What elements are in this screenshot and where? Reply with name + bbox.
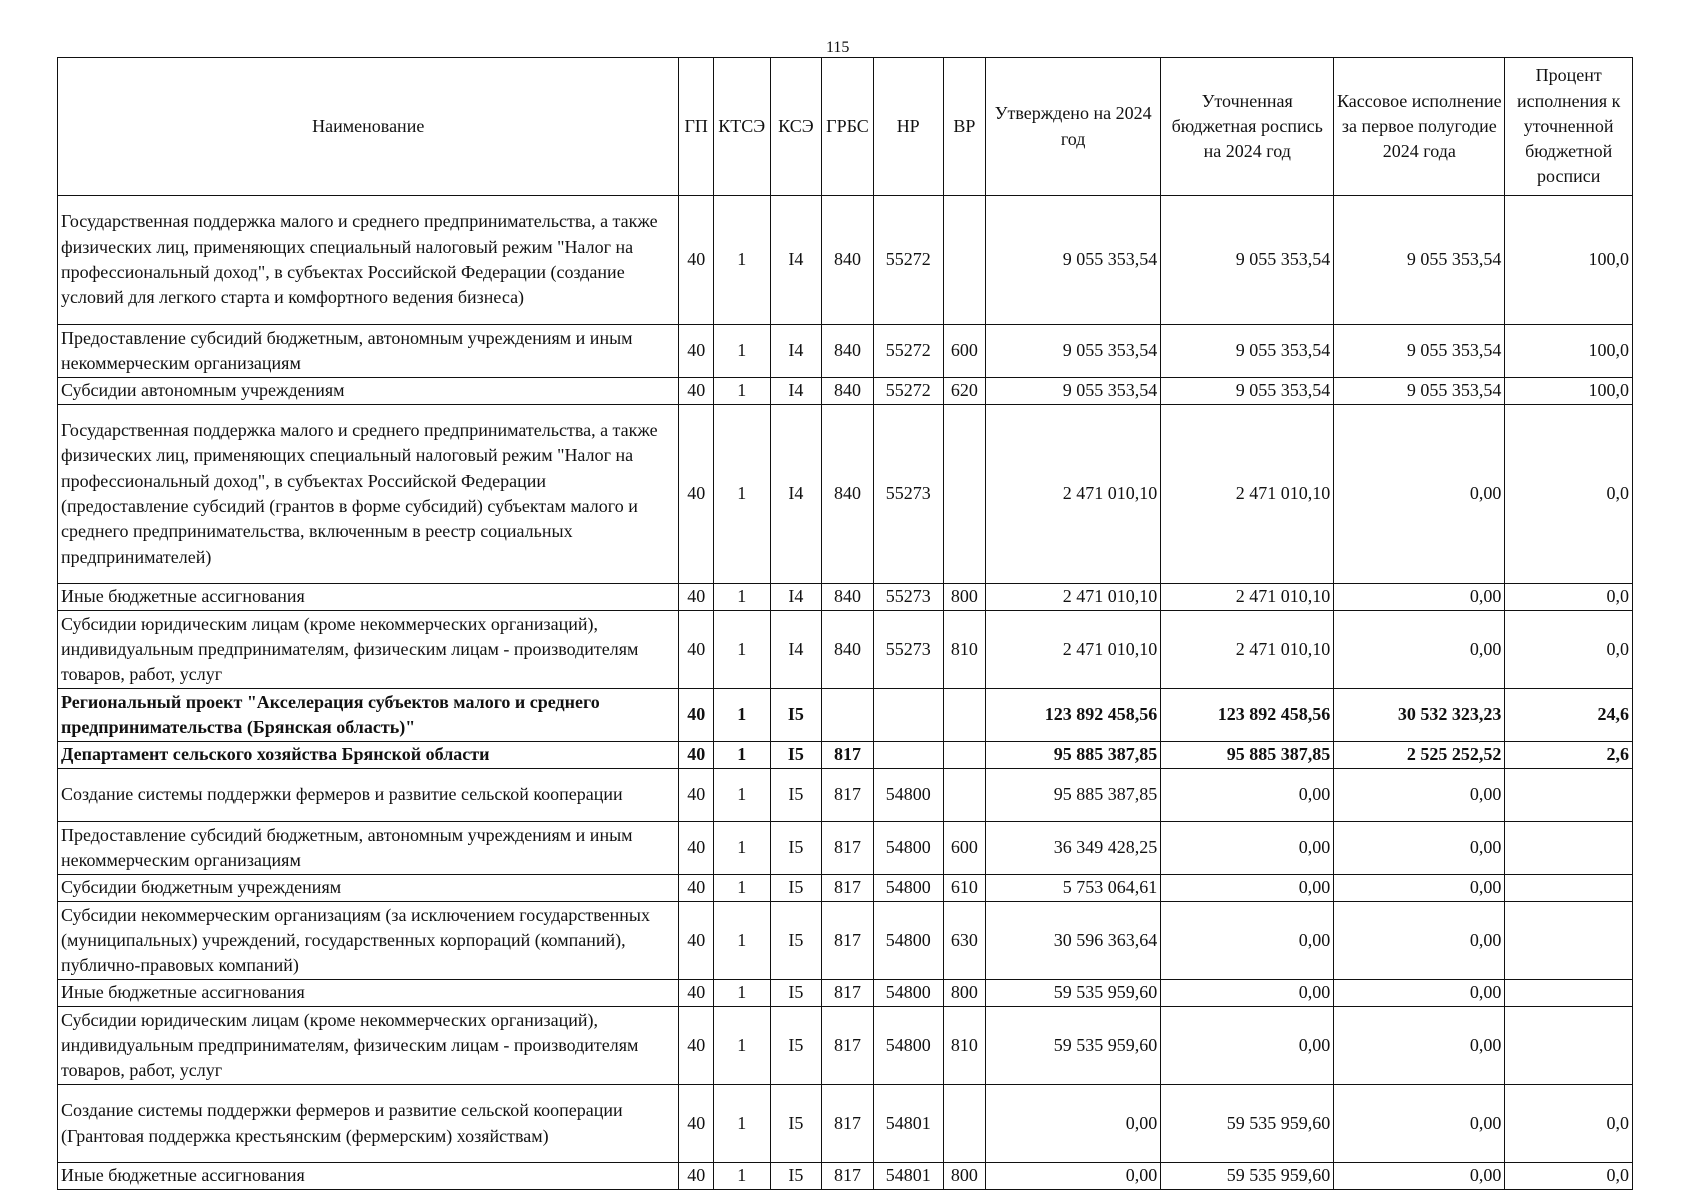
cell-approved: 2 471 010,10 [986,611,1161,689]
cell-vr [943,742,986,769]
header-ktse: КТСЭ [713,58,770,196]
cell-gp: 40 [679,822,713,875]
table-row [58,325,1633,378]
cell-cash: 0,00 [1334,875,1505,902]
cell-approved: 123 892 458,56 [986,689,1161,742]
cell-refined: 2 471 010,10 [1161,611,1334,689]
cell-refined: 59 535 959,60 [1161,1163,1334,1190]
cell-gp: 40 [679,584,713,611]
cell-refined: 0,00 [1161,875,1334,902]
cell-vr [943,689,986,742]
cell-grbs: 817 [822,822,874,875]
table-row [58,1163,1633,1190]
table-body [58,196,1633,1190]
table-row [58,980,1633,1007]
cell-grbs: 817 [822,980,874,1007]
cell-kse: I4 [770,196,822,325]
cell-gp: 40 [679,196,713,325]
cell-percent [1505,1007,1633,1085]
cell-refined: 9 055 353,54 [1161,325,1334,378]
cell-percent [1505,875,1633,902]
cell-approved: 0,00 [986,1163,1161,1190]
cell-vr [943,405,986,584]
cell-percent: 100,0 [1505,325,1633,378]
table-row [58,689,1633,742]
cell-grbs: 840 [822,378,874,405]
cell-gp: 40 [679,378,713,405]
cell-ktse: 1 [713,1007,770,1085]
header-name: Наименование [58,58,679,196]
header-kse: КСЭ [770,58,822,196]
cell-percent [1505,902,1633,980]
cell-percent: 0,0 [1505,1163,1633,1190]
cell-kse: I4 [770,611,822,689]
cell-refined: 123 892 458,56 [1161,689,1334,742]
header-gp: ГП [679,58,713,196]
cell-ktse: 1 [713,769,770,822]
cell-gp: 40 [679,1085,713,1163]
cell-grbs: 817 [822,875,874,902]
cell-gp: 40 [679,769,713,822]
header-cash: Кассовое исполнение за первое полугодие 2024 года [1334,58,1505,196]
cell-refined: 0,00 [1161,980,1334,1007]
cell-kse: I4 [770,405,822,584]
cell-refined: 2 471 010,10 [1161,584,1334,611]
cell-name: Субсидии некоммерческим организациям (за исключением государственных (муниципальных) учреждений, государственных корпораций (компаний), публично-правовых компаний) [58,902,679,980]
table-row [58,405,1633,584]
cell-vr: 800 [943,1163,986,1190]
cell-refined: 0,00 [1161,769,1334,822]
table-row [58,584,1633,611]
cell-nr: 54800 [873,980,943,1007]
table-row [58,196,1633,325]
cell-ktse: 1 [713,584,770,611]
cell-approved: 2 471 010,10 [986,405,1161,584]
cell-cash: 0,00 [1334,902,1505,980]
cell-percent: 0,0 [1505,584,1633,611]
cell-grbs: 840 [822,405,874,584]
table-row [58,902,1633,980]
cell-nr [873,742,943,769]
cell-name: Государственная поддержка малого и среднего предпринимательства, а также физических лиц, применяющих специальный налоговый режим "Налог на профессиональный доход", в субъектах Российской Федерации (предоставление субсидий (грантов в форме субсидий) субъектам малого и среднего предпринимательства, включенным в реестр социальных предпринимателей) [58,405,679,584]
cell-approved: 30 596 363,64 [986,902,1161,980]
table-row [58,1085,1633,1163]
cell-cash: 0,00 [1334,1007,1505,1085]
table-row [58,875,1633,902]
header-refined: Уточненная бюджетная роспись на 2024 год [1161,58,1334,196]
table-row [58,742,1633,769]
cell-grbs: 840 [822,584,874,611]
cell-nr: 54800 [873,875,943,902]
cell-vr: 810 [943,611,986,689]
table-header-row [58,58,1633,196]
table-row [58,769,1633,822]
cell-cash: 0,00 [1334,584,1505,611]
cell-nr: 55273 [873,405,943,584]
cell-gp: 40 [679,980,713,1007]
cell-refined: 0,00 [1161,822,1334,875]
cell-nr: 54800 [873,822,943,875]
table-row [58,378,1633,405]
cell-vr [943,1085,986,1163]
header-nr: НР [873,58,943,196]
cell-name: Создание системы поддержки фермеров и развитие сельской кооперации (Грантовая поддержка крестьянским (фермерским) хозяйствам) [58,1085,679,1163]
cell-name: Иные бюджетные ассигнования [58,980,679,1007]
cell-vr: 630 [943,902,986,980]
cell-approved: 95 885 387,85 [986,769,1161,822]
cell-vr [943,769,986,822]
cell-grbs: 817 [822,902,874,980]
cell-kse: I5 [770,1007,822,1085]
table-row [58,1007,1633,1085]
cell-approved: 9 055 353,54 [986,378,1161,405]
cell-kse: I4 [770,325,822,378]
cell-nr: 54801 [873,1163,943,1190]
cell-kse: I5 [770,902,822,980]
cell-name: Региональный проект "Акселерация субъектов малого и среднего предпринимательства (Брянская область)" [58,689,679,742]
cell-grbs [822,689,874,742]
cell-ktse: 1 [713,1163,770,1190]
cell-approved: 2 471 010,10 [986,584,1161,611]
cell-percent: 0,0 [1505,611,1633,689]
cell-kse: I5 [770,769,822,822]
cell-kse: I5 [770,1163,822,1190]
cell-kse: I4 [770,378,822,405]
cell-kse: I5 [770,875,822,902]
cell-nr: 55272 [873,378,943,405]
cell-gp: 40 [679,1007,713,1085]
cell-ktse: 1 [713,875,770,902]
cell-name: Предоставление субсидий бюджетным, автономным учреждениям и иным некоммерческим организациям [58,325,679,378]
cell-cash: 9 055 353,54 [1334,325,1505,378]
header-grbs: ГРБС [822,58,874,196]
cell-nr: 54800 [873,1007,943,1085]
cell-percent: 100,0 [1505,196,1633,325]
cell-vr: 600 [943,822,986,875]
cell-vr: 600 [943,325,986,378]
cell-nr: 54801 [873,1085,943,1163]
cell-cash: 30 532 323,23 [1334,689,1505,742]
cell-gp: 40 [679,1163,713,1190]
cell-nr [873,689,943,742]
cell-vr: 810 [943,1007,986,1085]
cell-kse: I5 [770,1085,822,1163]
cell-grbs: 817 [822,769,874,822]
cell-percent: 24,6 [1505,689,1633,742]
cell-kse: I4 [770,584,822,611]
header-vr: ВР [943,58,986,196]
cell-ktse: 1 [713,902,770,980]
cell-cash: 0,00 [1334,769,1505,822]
cell-cash: 0,00 [1334,1163,1505,1190]
cell-grbs: 817 [822,1007,874,1085]
cell-refined: 2 471 010,10 [1161,405,1334,584]
cell-approved: 59 535 959,60 [986,980,1161,1007]
cell-grbs: 840 [822,325,874,378]
cell-approved: 9 055 353,54 [986,325,1161,378]
cell-grbs: 817 [822,1085,874,1163]
cell-percent: 2,6 [1505,742,1633,769]
cell-ktse: 1 [713,742,770,769]
cell-name: Субсидии бюджетным учреждениям [58,875,679,902]
cell-name: Субсидии автономным учреждениям [58,378,679,405]
cell-kse: I5 [770,822,822,875]
cell-name: Субсидии юридическим лицам (кроме некоммерческих организаций), индивидуальным предпринимателям, физическим лицам - производителям товаров, работ, услуг [58,611,679,689]
cell-ktse: 1 [713,611,770,689]
cell-name: Государственная поддержка малого и среднего предпринимательства, а также физических лиц, применяющих специальный налоговый режим "Налог на профессиональный доход", в субъектах Российской Федерации (создание условий для легкого старта и комфортного ведения бизнеса) [58,196,679,325]
cell-kse: I5 [770,689,822,742]
cell-vr: 800 [943,980,986,1007]
cell-cash: 2 525 252,52 [1334,742,1505,769]
cell-ktse: 1 [713,980,770,1007]
cell-ktse: 1 [713,405,770,584]
cell-nr: 54800 [873,769,943,822]
cell-gp: 40 [679,875,713,902]
cell-gp: 40 [679,902,713,980]
cell-refined: 9 055 353,54 [1161,196,1334,325]
table-row [58,822,1633,875]
cell-nr: 55272 [873,196,943,325]
cell-vr: 610 [943,875,986,902]
cell-cash: 0,00 [1334,1085,1505,1163]
cell-cash: 9 055 353,54 [1334,378,1505,405]
cell-gp: 40 [679,611,713,689]
cell-grbs: 840 [822,196,874,325]
cell-grbs: 840 [822,611,874,689]
cell-vr: 800 [943,584,986,611]
cell-approved: 36 349 428,25 [986,822,1161,875]
cell-name: Создание системы поддержки фермеров и развитие сельской кооперации [58,769,679,822]
header-percent: Процент исполнения к уточненной бюджетной росписи [1505,58,1633,196]
cell-name: Департамент сельского хозяйства Брянской области [58,742,679,769]
cell-cash: 0,00 [1334,980,1505,1007]
budget-table [57,57,1633,1190]
cell-percent [1505,769,1633,822]
cell-grbs: 817 [822,1163,874,1190]
cell-nr: 55273 [873,611,943,689]
cell-cash: 0,00 [1334,822,1505,875]
cell-name: Предоставление субсидий бюджетным, автономным учреждениям и иным некоммерческим организациям [58,822,679,875]
cell-ktse: 1 [713,822,770,875]
cell-vr [943,196,986,325]
cell-percent [1505,980,1633,1007]
cell-refined: 9 055 353,54 [1161,378,1334,405]
cell-name: Иные бюджетные ассигнования [58,584,679,611]
cell-ktse: 1 [713,1085,770,1163]
cell-percent: 100,0 [1505,378,1633,405]
cell-kse: I5 [770,980,822,1007]
cell-refined: 0,00 [1161,902,1334,980]
cell-name: Субсидии юридическим лицам (кроме некоммерческих организаций), индивидуальным предпринимателям, физическим лицам - производителям товаров, работ, услуг [58,1007,679,1085]
cell-gp: 40 [679,742,713,769]
cell-ktse: 1 [713,689,770,742]
cell-ktse: 1 [713,378,770,405]
cell-cash: 9 055 353,54 [1334,196,1505,325]
cell-ktse: 1 [713,325,770,378]
cell-approved: 59 535 959,60 [986,1007,1161,1085]
cell-grbs: 817 [822,742,874,769]
cell-approved: 0,00 [986,1085,1161,1163]
cell-cash: 0,00 [1334,611,1505,689]
cell-gp: 40 [679,689,713,742]
cell-ktse: 1 [713,196,770,325]
cell-gp: 40 [679,405,713,584]
cell-nr: 55273 [873,584,943,611]
cell-approved: 9 055 353,54 [986,196,1161,325]
cell-gp: 40 [679,325,713,378]
header-approved: Утверждено на 2024 год [986,58,1161,196]
cell-nr: 54800 [873,902,943,980]
cell-percent [1505,822,1633,875]
cell-nr: 55272 [873,325,943,378]
cell-refined: 59 535 959,60 [1161,1085,1334,1163]
page-number: 115 [826,39,850,56]
cell-refined: 95 885 387,85 [1161,742,1334,769]
cell-refined: 0,00 [1161,1007,1334,1085]
cell-vr: 620 [943,378,986,405]
cell-percent: 0,0 [1505,1085,1633,1163]
cell-approved: 95 885 387,85 [986,742,1161,769]
cell-approved: 5 753 064,61 [986,875,1161,902]
cell-percent: 0,0 [1505,405,1633,584]
cell-name: Иные бюджетные ассигнования [58,1163,679,1190]
cell-kse: I5 [770,742,822,769]
cell-cash: 0,00 [1334,405,1505,584]
table-row [58,611,1633,689]
